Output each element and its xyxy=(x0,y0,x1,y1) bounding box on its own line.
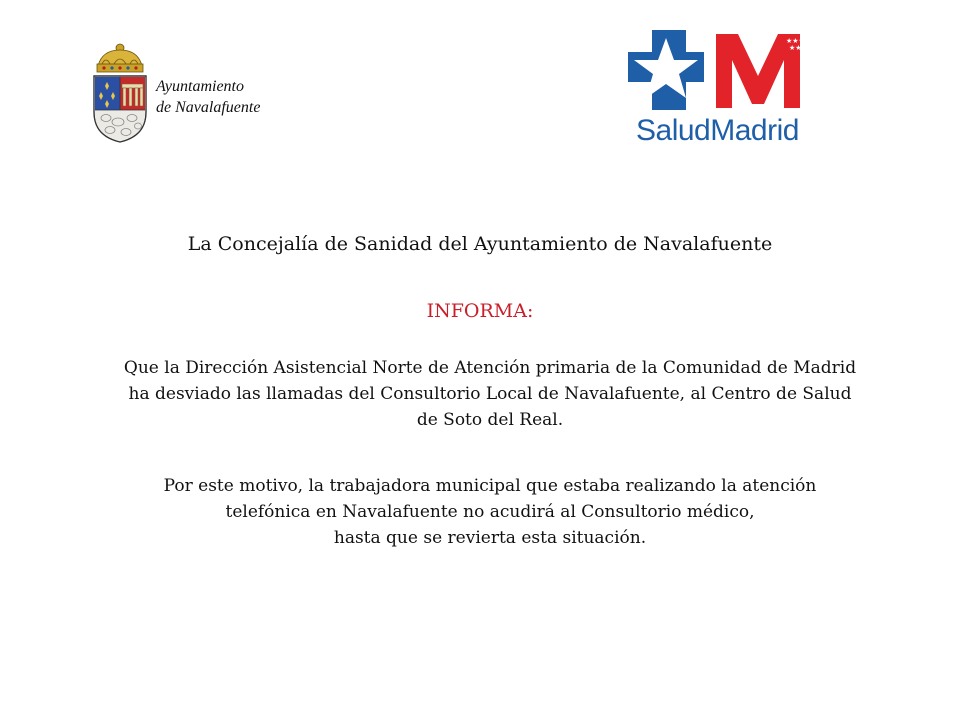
paragraph-1-line: ha desviado las llamadas del Consultorio Local de Navalafuente, al Centro de Salud xyxy=(128,384,852,404)
comunidad-madrid-star-icon xyxy=(624,30,814,112)
ayuntamiento-line2: de Navalafuente xyxy=(156,99,261,116)
crown-icon xyxy=(97,44,143,72)
coat-of-arms-icon xyxy=(88,36,152,146)
notice-paragraph-1 xyxy=(40,355,940,433)
paragraph-1-line: Que la Dirección Asistencial Norte de Atención primaria de la Comunidad de Madrid xyxy=(123,358,857,378)
paragraph-2-line: hasta que se revierta esta situación. xyxy=(333,528,647,548)
notice-paragraph-2 xyxy=(40,473,940,551)
paragraph-1-line: de Soto del Real. xyxy=(416,410,564,430)
salud-text: Salud xyxy=(636,114,711,147)
ayuntamiento-logo xyxy=(88,36,298,148)
ayuntamiento-name xyxy=(156,76,260,118)
saludmadrid-logo xyxy=(624,30,814,150)
notice-heading: La Concejalía de Sanidad del Ayuntamiento de Navalafuente xyxy=(187,233,773,255)
paragraph-2-line: Por este motivo, la trabajadora municipal que estaba realizando la atención xyxy=(163,476,817,496)
svg-text:★★★★: ★★★★ xyxy=(786,37,812,45)
saludmadrid-wordmark xyxy=(636,114,799,148)
informa-label: INFORMA: xyxy=(426,300,534,322)
madrid-text: Madrid xyxy=(710,114,799,147)
paragraph-2-line: telefónica en Navalafuente no acudirá al Consultorio médico, xyxy=(225,502,755,522)
svg-text:★★★: ★★★ xyxy=(789,44,808,52)
ayuntamiento-line1: Ayuntamiento xyxy=(156,78,244,95)
